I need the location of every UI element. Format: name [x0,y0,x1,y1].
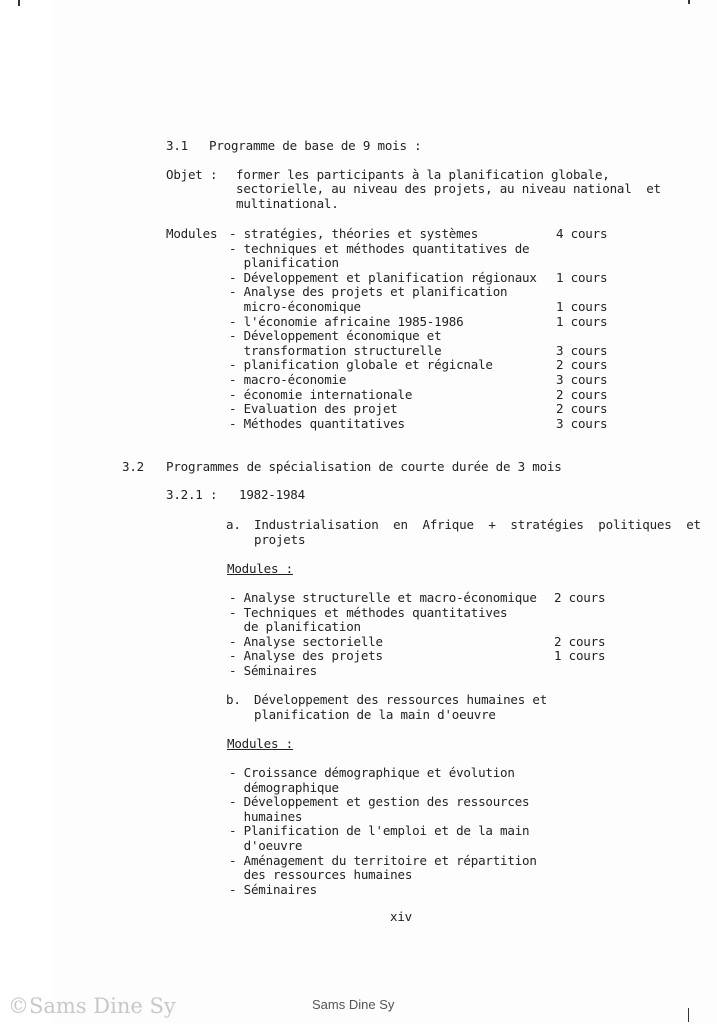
item-b-modules-label: Modules : [227,736,293,751]
objet-line-1: former les participants à la planification globale, [236,167,610,182]
module-item-text: - Analyse des projets et planification [229,284,508,300]
scan-mark-bottom-right [688,1008,689,1022]
module-item-cours: 1 cours [556,269,608,285]
watermark-center: Sams Dine Sy [312,997,395,1012]
module-item-text: - Evaluation des projet [229,401,398,417]
item-a-marker: a. [226,517,241,532]
module-item-text: humaines [229,808,303,824]
module-item-cours: 2 cours [556,386,608,402]
item-a-line-2: projets [254,532,306,547]
item-a-line-1: Industrialisation en Afrique + stratégies politiques et [254,517,701,532]
module-item-text: micro-économique [229,299,361,314]
section-title-3-1: Programme de base de 9 mois : [209,138,422,153]
module-item-text: - Techniques et méthodes quantitatives [229,604,508,620]
module-item-text: - Analyse des projets [229,648,383,664]
module-item-cours: 2 cours [554,633,606,649]
section-number-3-2-1: 3.2.1 : [166,487,218,502]
module-item-text: - Séminaires [229,881,317,897]
watermark-left: ©Sams Dine Sy [8,994,176,1018]
objet-label: Objet : [166,167,218,182]
section-years-3-2-1: 1982-1984 [239,487,305,502]
module-item-text: - Analyse sectorielle [229,633,383,649]
module-item-text: - stratégies, théories et systèmes [229,226,479,241]
module-item-text: - économie internationale [229,386,413,402]
module-item-cours: 3 cours [556,342,608,358]
module-item-text: - l'économie africaine 1985-1986 [229,313,464,329]
section-title-3-2: Programmes de spécialisation de courte durée de 3 mois [166,459,562,474]
module-item-cours: 2 cours [556,401,608,417]
module-item-text: transformation structurelle [229,342,442,358]
scan-mark-top-left [18,0,20,6]
page-number: xiv [390,909,412,924]
objet-line-2: sectorielle, au niveau des projets, au niveau national et [236,181,661,196]
scan-mark-top-right [688,0,690,4]
module-item-text: de planification [229,619,361,635]
section-number-3-2: 3.2 [122,459,144,474]
module-item-text: - Planification de l'emploi et de la main [229,823,530,839]
module-item-cours: 1 cours [556,299,608,314]
module-item-cours: 3 cours [556,372,608,387]
module-item-cours: 3 cours [556,415,608,431]
item-a-modules-label: Modules : [227,561,293,576]
item-b-line-2: planification de la main d'oeuvre [254,707,496,722]
module-item-cours: 2 cours [556,357,608,373]
item-b-line-1: Développement des ressources humaines et [254,692,548,707]
module-item-cours: 4 cours [556,226,608,241]
module-item-text: - Aménagement du territoire et répartition [229,852,537,868]
module-item-text: - planification globale et régicnale [229,357,493,373]
module-item-text: - Croissance démographique et évolution [229,765,515,780]
module-item-text: - macro-économie [229,372,347,387]
item-b-marker: b. [226,692,241,707]
objet-line-3: multinational. [236,196,339,211]
module-item-text: - Séminaires [229,663,317,678]
module-item-text: - Méthodes quantitatives [229,415,405,431]
module-item-text: - techniques et méthodes quantitatives de [229,240,530,256]
module-item-text: - Analyse structurelle et macro-économique [229,590,537,605]
module-item-text: des ressources humaines [229,867,413,883]
module-item-text: d'oeuvre [229,838,303,853]
module-item-text: - Développement et gestion des ressources [229,794,530,810]
module-item-text: - Développement et planification régionaux [229,269,537,285]
module-item-cours: 2 cours [554,590,606,605]
module-item-text: planification [229,255,339,271]
module-item-text: démographique [229,779,339,795]
section-number-3-1: 3.1 [166,138,188,153]
module-item-cours: 1 cours [554,648,606,664]
modules-label: Modules [166,226,218,241]
module-item-text: - Développement économique et [229,328,442,344]
module-item-cours: 1 cours [556,313,608,329]
